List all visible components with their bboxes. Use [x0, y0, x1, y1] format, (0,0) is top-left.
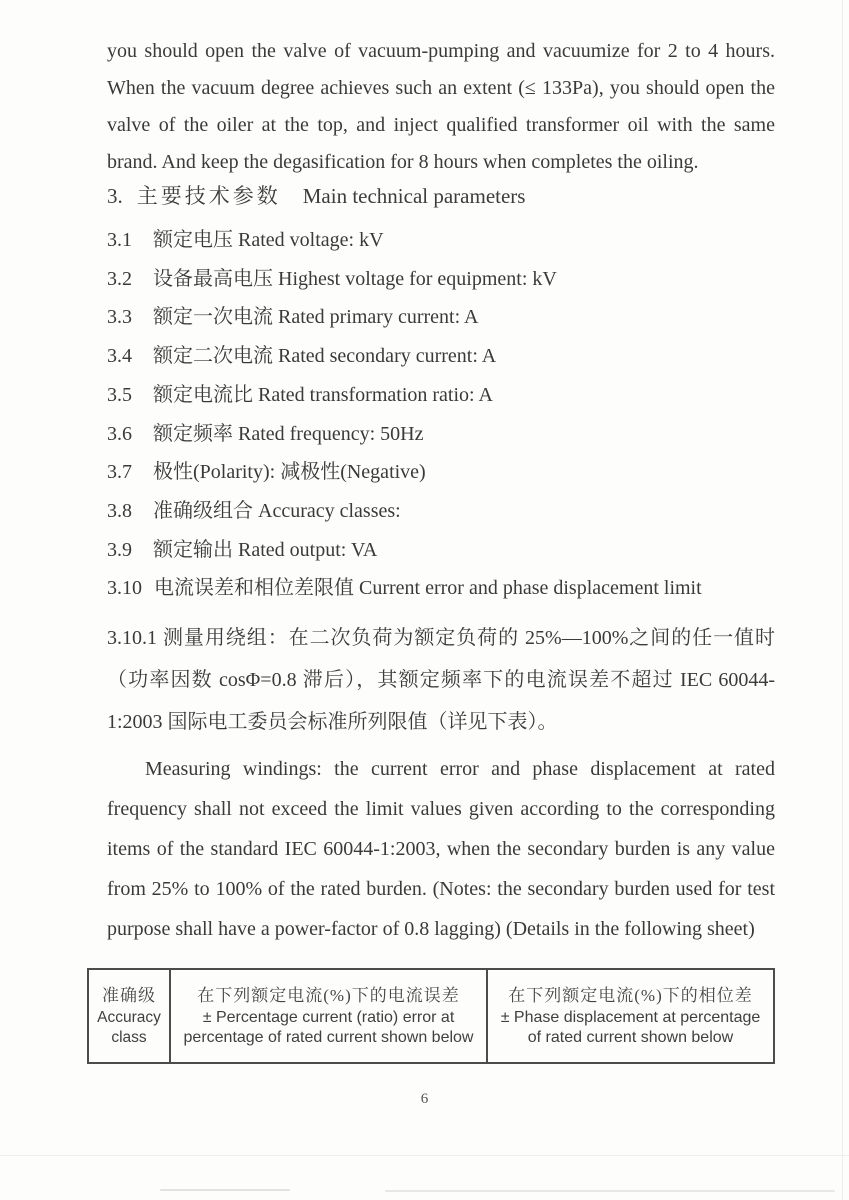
- list-item: [107, 376, 775, 415]
- item-text: 额定频率 Rated frequency: 50Hz: [153, 422, 424, 445]
- item-text: 额定输出 Rated output: VA: [153, 538, 378, 561]
- item-text: 额定电流比 Rated transformation ratio: A: [153, 383, 493, 406]
- scan-shadow-line: [0, 1155, 849, 1156]
- measuring-windings-paragraph: Measuring windings: the current error and phase displacement at rated frequency shall not exceed the limit values given according to the corresponding items of the standard IEC 60044-1:2003, when the secondary burden is any value from 25% to 100% of the rated burden. (Notes: the secondary burden used for test purpose shall have a power-factor of 0.8 lagging) (Details in the following sheet): [107, 758, 775, 940]
- header-en: ± Percentage current (ratio) error at percentage of rated current shown below: [183, 1009, 474, 1046]
- item-number: 3.4: [107, 345, 132, 368]
- item-number: 3.9: [107, 538, 132, 561]
- section-title-zh: 主要技术参数: [136, 184, 281, 208]
- table-header-phase-displacement: [486, 970, 773, 1062]
- list-item: [107, 531, 775, 570]
- table-header-current-error: [169, 970, 486, 1062]
- item-number: 3.8: [107, 499, 132, 522]
- item-text: 设备最高电压 Highest voltage for equipment: kV: [153, 267, 557, 290]
- item-number: 3.10: [107, 577, 142, 600]
- item-text: 极性(Polarity): 减极性(Negative): [153, 461, 426, 484]
- item-text: 电流误差和相位差限值 Current error and phase displacement limit: [154, 577, 702, 600]
- item-text: 额定一次电流 Rated primary current: A: [153, 306, 479, 329]
- header-zh: 准确级: [102, 986, 156, 1005]
- scan-artifact: [160, 1189, 290, 1191]
- header-zh: 在下列额定电流(%)下的电流误差: [197, 986, 460, 1005]
- parameter-list: [107, 221, 775, 608]
- section-heading: [107, 180, 775, 210]
- header-en: Accuracy class: [97, 1009, 161, 1046]
- list-item: [107, 492, 775, 531]
- list-item: [107, 453, 775, 492]
- item-number: 3.3: [107, 306, 132, 329]
- scan-artifact: [385, 1190, 835, 1192]
- list-item: [107, 569, 775, 608]
- item-text: 额定电压 Rated voltage: kV: [153, 229, 384, 251]
- header-zh: 在下列额定电流(%)下的相位差: [508, 986, 753, 1005]
- list-item: [107, 337, 775, 376]
- item-text: 额定二次电流 Rated secondary current: A: [153, 345, 497, 368]
- item-number: 3.2: [107, 267, 132, 290]
- list-item: [107, 260, 775, 299]
- item-number: 3.5: [107, 383, 132, 406]
- intro-paragraph: you should open the valve of vacuum-pumping and vacuumize for 2 to 4 hours. When the vacuum degree achieves such an extent (≤ 133Pa), you should open the valve of the oiler at the top, and inject qualified transformer oil with the same brand. And keep the degasification for 8 hours when completes the oiling.: [107, 40, 775, 173]
- section-title-en: Main technical parameters: [302, 184, 526, 208]
- page-edge-line: [842, 0, 843, 1200]
- item-number: 3.1: [107, 229, 132, 251]
- list-item: [107, 298, 775, 337]
- page-number: 6: [420, 1091, 429, 1107]
- clause-3-10-1-paragraph: 3.10.1 测量用绕组：在二次负荷为额定负荷的 25%—100%之间的任一值时（功率因数 cosΦ=0.8 滞后），其额定频率下的电流误差不超过 IEC 60044-1:2003 国际电工委员会标准所列限值（详见下表）。: [107, 627, 775, 733]
- item-number: 3.6: [107, 422, 132, 445]
- section-number: 3.: [107, 184, 123, 208]
- header-en: ± Phase displacement at percentage of rated current shown below: [500, 1009, 761, 1046]
- item-text: 准确级组合 Accuracy classes:: [153, 499, 401, 522]
- list-item: [107, 221, 775, 260]
- item-number: 3.7: [107, 461, 132, 484]
- list-item: [107, 415, 775, 454]
- table-header-accuracy-class: [89, 970, 169, 1062]
- accuracy-class-table: [87, 968, 775, 1064]
